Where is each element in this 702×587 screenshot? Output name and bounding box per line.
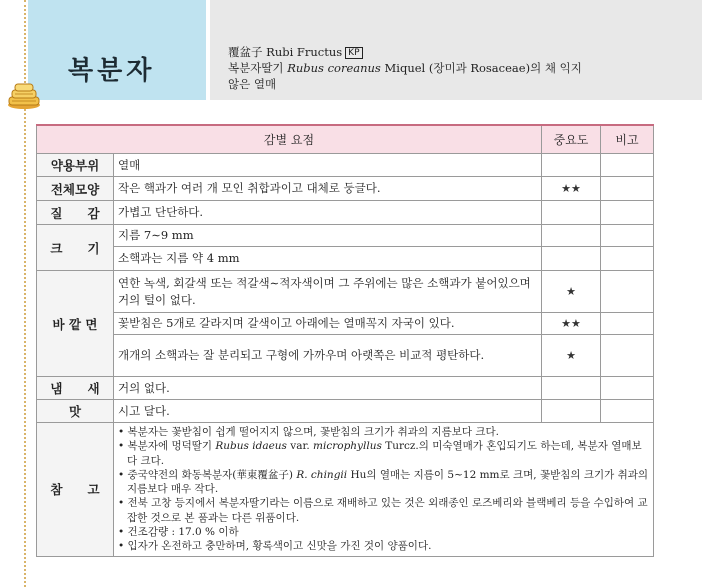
variety-name: microphyllus bbox=[313, 440, 382, 453]
page-title: 복분자 bbox=[68, 56, 156, 86]
importance-stars bbox=[542, 201, 601, 225]
table-row bbox=[37, 225, 654, 247]
note-item bbox=[118, 439, 649, 468]
origin-line-2: 않은 열매 bbox=[228, 77, 277, 91]
header-importance: 중요도 bbox=[542, 125, 601, 154]
compare-cell bbox=[601, 271, 654, 313]
row-label: 질 감 bbox=[37, 201, 114, 225]
row-label: 냄 새 bbox=[37, 377, 114, 400]
compare-cell bbox=[601, 335, 654, 377]
latin-name: 覆盆子 Rubi Fructus bbox=[228, 45, 343, 59]
table-row bbox=[37, 177, 654, 201]
reference-notes bbox=[114, 423, 654, 557]
row-text: 작은 핵과가 여러 개 모인 취합과이고 대체로 둥글다. bbox=[114, 177, 542, 201]
header-compare: 비고 bbox=[601, 125, 654, 154]
importance-stars bbox=[542, 400, 601, 423]
species-name: Rubus coreanus bbox=[287, 61, 381, 75]
note-text: • 복분자에 멍덕딸기 bbox=[118, 440, 216, 453]
table-row bbox=[37, 247, 654, 271]
row-text: 소핵과는 지름 약 4 mm bbox=[114, 247, 542, 271]
latin-name-line bbox=[228, 44, 668, 60]
importance-stars: ★★ bbox=[542, 177, 601, 201]
row-text: 시고 달다. bbox=[114, 400, 542, 423]
note-text: Turcz.의 미숙열매가 혼입되기도 하는데, 복분자 열매보다 크다. bbox=[127, 440, 642, 467]
identification-table bbox=[36, 124, 654, 557]
note-item: • 건조감량 : 17.0 % 이하 bbox=[118, 526, 239, 539]
importance-stars bbox=[542, 377, 601, 400]
compare-cell bbox=[601, 400, 654, 423]
origin-text: 복분자딸기 bbox=[228, 61, 288, 75]
row-text: 지름 7∼9 mm bbox=[114, 225, 542, 247]
importance-stars bbox=[542, 225, 601, 247]
compare-cell bbox=[601, 377, 654, 400]
note-item: • 복분자는 꽃받침이 쉽게 떨어지지 않으며, 꽃받침의 크기가 취과의 지름보다 크다. bbox=[118, 426, 499, 438]
table-row bbox=[37, 154, 654, 177]
species-name: R. chingii bbox=[296, 468, 348, 481]
stacked-books-icon bbox=[4, 80, 44, 110]
row-text: 꽃받침은 5개로 갈라지며 갈색이고 아래에는 열매꼭지 자국이 있다. bbox=[114, 313, 542, 335]
importance-stars: ★ bbox=[542, 271, 601, 313]
compare-cell bbox=[601, 201, 654, 225]
note-text: • 중국약전의 화동복분자(華東覆盆子) bbox=[118, 468, 297, 481]
importance-stars bbox=[542, 154, 601, 177]
table-row bbox=[37, 377, 654, 400]
row-text: 가볍고 단단하다. bbox=[114, 201, 542, 225]
kp-badge: KP bbox=[345, 47, 362, 59]
row-label: 바 깥 면 bbox=[37, 271, 114, 377]
row-text: 열매 bbox=[114, 154, 542, 177]
row-text: 거의 없다. bbox=[114, 377, 542, 400]
header-info bbox=[228, 44, 668, 92]
species-name: Rubus idaeus bbox=[215, 440, 287, 453]
row-label: 참 고 bbox=[37, 423, 114, 557]
compare-cell bbox=[601, 154, 654, 177]
row-label: 크 기 bbox=[37, 225, 114, 271]
row-text: 개개의 소핵과는 잘 분리되고 구형에 가까우며 아랫쪽은 비교적 평탄하다. bbox=[114, 335, 542, 377]
row-label: 맛 bbox=[37, 400, 114, 423]
header-point: 감별 요점 bbox=[37, 125, 542, 154]
importance-stars: ★★ bbox=[542, 313, 601, 335]
origin-line bbox=[228, 60, 668, 76]
table-row bbox=[37, 400, 654, 423]
origin-family: Miquel (장미과 Rosaceae)의 채 익지 bbox=[380, 61, 582, 75]
table-row bbox=[37, 201, 654, 225]
compare-cell bbox=[601, 313, 654, 335]
table-row bbox=[37, 271, 654, 313]
importance-stars bbox=[542, 247, 601, 271]
compare-cell bbox=[601, 247, 654, 271]
table-row bbox=[37, 313, 654, 335]
table-row bbox=[37, 335, 654, 377]
note-text: Hu의 열매는 지름이 5∼12 mm로 크며, 꽃받침의 크기가 취과의 지름보다 매우 작다. bbox=[127, 468, 649, 496]
table-header-row bbox=[37, 125, 654, 154]
note-item: • 입자가 온전하고 충만하며, 황록색이고 신맛을 가진 것이 양품이다. bbox=[118, 540, 432, 553]
row-label: 약용부위 bbox=[37, 154, 114, 177]
row-label: 전체모양 bbox=[37, 177, 114, 201]
row-text: 연한 녹색, 회갈색 또는 적갈색∼적자색이며 그 주위에는 많은 소핵과가 붙어있으며 거의 털이 없다. bbox=[114, 271, 542, 313]
compare-cell bbox=[601, 177, 654, 201]
note-item bbox=[118, 468, 649, 497]
compare-cell bbox=[601, 225, 654, 247]
note-item: • 전북 고창 등지에서 복분자딸기라는 이름으로 재배하고 있는 것은 외래종인 로즈베리와 블랙베리 등을 수입하여 교잡한 것으로 본 품과는 다른 위품이다. bbox=[118, 497, 648, 524]
table-row bbox=[37, 423, 654, 557]
importance-stars: ★ bbox=[542, 335, 601, 377]
note-text: var. bbox=[286, 440, 314, 453]
